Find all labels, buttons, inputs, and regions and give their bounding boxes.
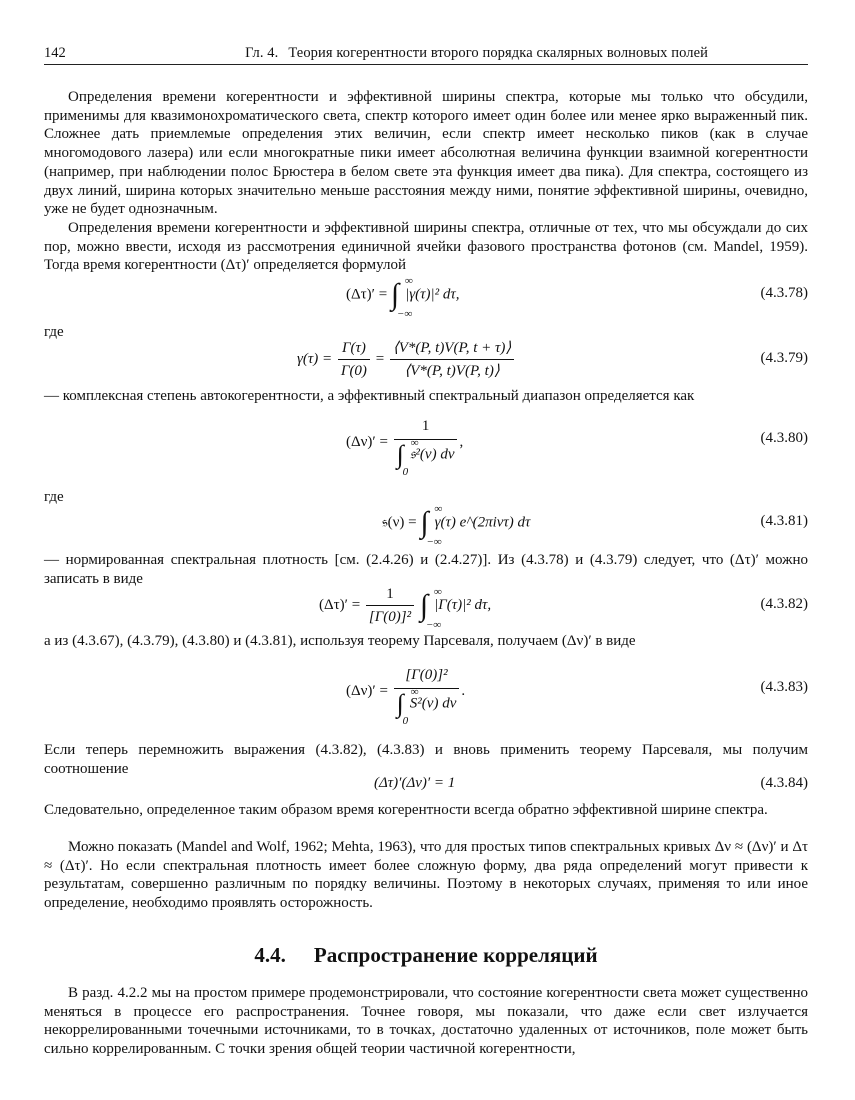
eq80-number: (4.3.80) [760, 430, 808, 446]
eq79-number: (4.3.79) [760, 350, 808, 366]
paragraph-4: — нормированная спектральная плотность [см. (2.4.26) и (2.4.27)]. Из (4.3.78) и (4.3.79) следует, что (Δτ)′ можно записать в виде [44, 552, 808, 587]
running-title [245, 44, 708, 63]
eq82-number: (4.3.82) [760, 596, 808, 612]
eq82-lower: −∞ [425, 618, 442, 631]
eq82-integrand: |Γ(τ)|² dτ, [434, 597, 492, 614]
eq82-fraction [366, 585, 414, 626]
chapter-title: Теория когерентности второго порядка скалярных волновых полей [288, 45, 708, 61]
section-heading [44, 943, 808, 967]
eq79-fraction-1 [338, 339, 370, 380]
eq79-fraction-2 [390, 339, 514, 380]
paragraph-2: Определения времени когерентности и эффективной ширины спектра, отличные от тех, что мы обсуждали до сих пор, можно ввести, исходя из рассмотрения единичной ячейки фазового пространства фотонов (см. Mandel, 1959). Тогда время когерентности (Δτ)′ определяется формулой [44, 220, 808, 274]
eq79-num2: ⟨V*(P, t)V(P, t + τ)⟩ [390, 339, 514, 360]
eq79-den1: Γ(0) [340, 362, 367, 379]
eq83-num: [Γ(0)]² [394, 666, 460, 689]
eq80-upper: ∞ [410, 436, 419, 449]
where-label-2: где [44, 489, 64, 505]
where-label-1: где [44, 324, 64, 340]
paragraph-7: Следовательно, определенное таким образом время когерентности всегда обратно эффективной ширине спектра. [44, 802, 768, 818]
eq80-tail: , [459, 433, 464, 450]
eq78-number: (4.3.78) [760, 285, 808, 301]
eq78-integrand: |γ(τ)|² dτ, [405, 286, 460, 303]
integral-sign: ∫ ∞ −∞ [390, 275, 413, 320]
eq81-lower: −∞ [426, 536, 442, 548]
paragraph-8: Можно показать (Mandel and Wolf, 1962; Mehta, 1963), что для простых типов спектральных кривых Δν ≈ (Δν)′ и Δτ ≈ (Δτ)′. Но если спектральная плотность имеет более сложную форму, два ряда определений могут привести к результатам, совершенно различным по порядку величины. Поэтому в некоторых случаях, применяя то или иное определение, необходимо проявлять осторожность. [44, 839, 808, 912]
eq79-num1: Γ(τ) [338, 339, 370, 360]
eq80-num: 1 [394, 417, 458, 440]
eq80-den: 𝔰²(ν) dν [409, 446, 455, 463]
eq79-equals: = [375, 351, 385, 368]
eq78-lower: −∞ [396, 308, 413, 320]
equation-4-3-83 [44, 662, 808, 734]
eq79-den2: ⟨V*(P, t)V(P, t)⟩ [404, 362, 500, 379]
integral-sign: ∫ ∞ 0 [396, 685, 419, 727]
eq79-lhs: γ(τ) = [297, 351, 333, 368]
integral-sign: ∫ ∞ −∞ [419, 585, 442, 631]
eq82-lhs: (Δτ)′ = [319, 597, 361, 614]
eq80-fraction [394, 417, 458, 478]
paragraph-5: а из (4.3.67), (4.3.79), (4.3.80) и (4.3.81), используя теорему Парсеваля, получаем (Δν)′ в виде [44, 633, 636, 649]
eq82-num: 1 [366, 585, 414, 606]
eq81-number: (4.3.81) [760, 513, 808, 529]
eq83-lhs: (Δν)′ = [346, 682, 388, 699]
eq82-den: [Γ(0)]² [368, 608, 412, 625]
eq81-upper: ∞ [434, 503, 443, 515]
eq83-upper: ∞ [410, 685, 419, 698]
eq78-lhs: (Δτ)′ = [346, 286, 388, 303]
eq82-upper: ∞ [433, 585, 442, 598]
equation-4-3-82 [44, 583, 808, 631]
eq83-number: (4.3.83) [760, 679, 808, 695]
equation-4-3-81 [44, 498, 808, 548]
chapter-label: Гл. 4. [245, 45, 279, 61]
eq84-number: (4.3.84) [760, 775, 808, 791]
eq80-lhs: (Δν)′ = [346, 433, 388, 450]
eq83-tail: . [461, 682, 466, 699]
running-header [44, 42, 808, 65]
paragraph-6: Если теперь перемножить выражения (4.3.82), (4.3.83) и вновь применить теорему Парсеваля, мы получим соотношение [44, 742, 808, 777]
equation-4-3-80 [44, 413, 808, 483]
eq83-lower: 0 [402, 714, 409, 727]
page-number: 142 [44, 45, 66, 61]
section-title-text: Распространение корреляций [313, 943, 598, 967]
paragraph-1: Определения времени когерентности и эффективной ширины спектра, которые мы только что обсудили, применимы для квазимонохроматического света, спектр которого имеет один более или менее ярко выраженный пик. Сложнее дать приемлемые определения этих величин, если спектр имеет несколько пиков (как в случае многомодового лазера) или если многократные пики имеет абсолютная величина функции взаимной когерентности (например, при наблюдении полос Брюстера в белом свете эта функция имеет два пика). Для спектра, состоящего из двух линий, ширина которых значительно меньше расстояния между ними, понятие эффективной ширины, очевидно, уже не будет однозначным. [44, 89, 808, 218]
eq80-lower: 0 [402, 465, 409, 478]
paragraph-3: — комплексная степень автокогерентности, а эффективный спектральный диапазон определяется как [44, 388, 695, 404]
integral-sign: ∫ ∞ 0 [396, 436, 419, 478]
paragraph-9: В разд. 4.2.2 мы на простом примере продемонстрировали, что состояние когерентности света может существенно меняться в процессе его распространения. Точнее говоря, мы показали, что даже если свет излучается некоррелированными точечными источниками, то в точках, достаточно удаленных от источников, поле может быть сильно коррелированным. С точки зрения общей теории частичной когерентности, [44, 985, 808, 1058]
eq84-body: (Δτ)′(Δν)′ = 1 [374, 775, 456, 791]
eq83-den: S²(ν) dν [409, 695, 457, 712]
section-number: 4.4. [254, 943, 286, 967]
equation-4-3-78 [44, 270, 808, 320]
eq81-integrand: γ(τ) e^(2πiντ) dτ [434, 514, 531, 531]
eq81-lhs: 𝔰(ν) = [382, 514, 417, 531]
eq78-upper: ∞ [404, 275, 413, 287]
equation-4-3-84 [44, 774, 808, 796]
equation-4-3-79 [44, 337, 808, 383]
eq83-fraction [394, 666, 460, 727]
integral-sign: ∫ ∞ −∞ [420, 503, 443, 548]
